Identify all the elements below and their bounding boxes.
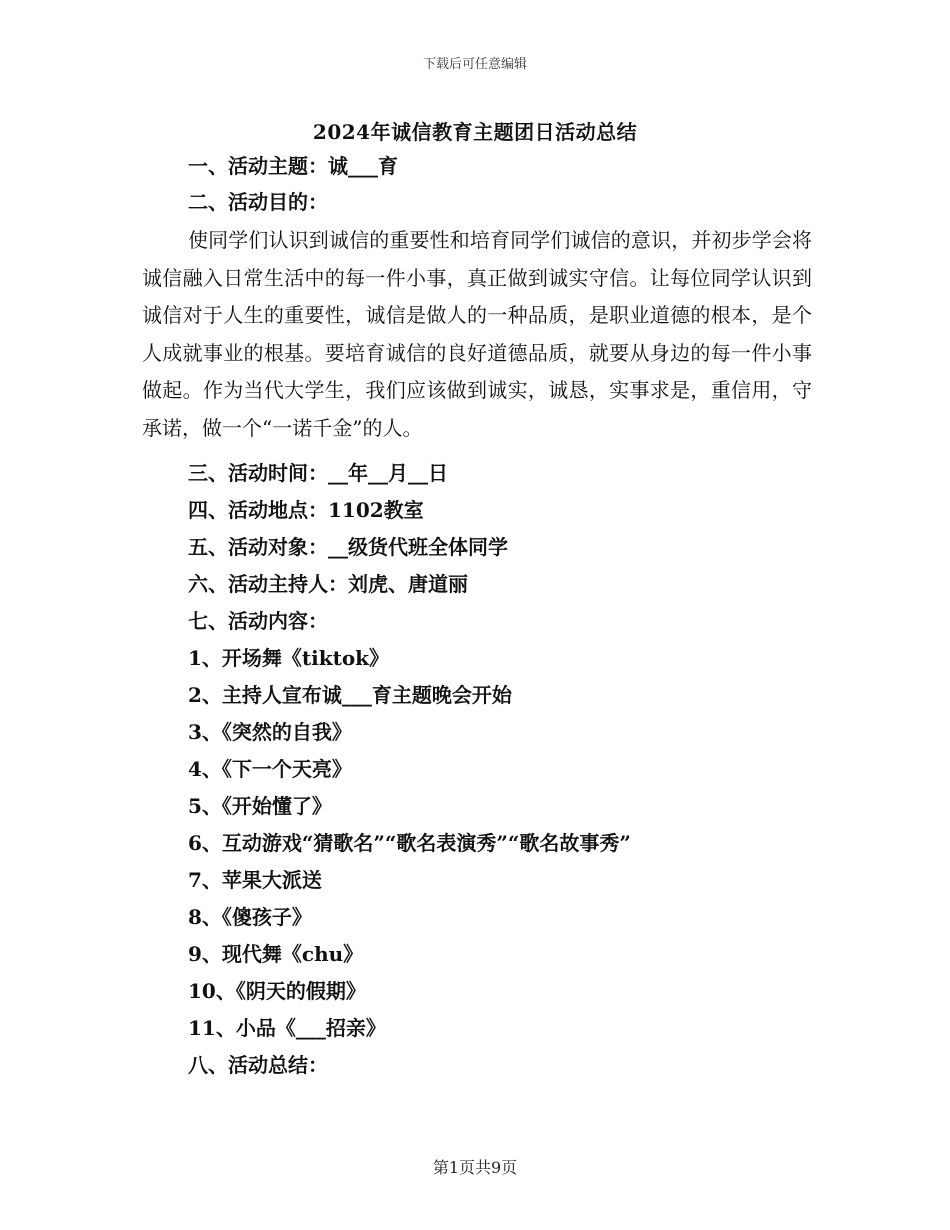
document-title: 2024年诚信教育主题团日活动总结	[312, 120, 638, 144]
page-footer: 第1页共9页	[432, 1158, 518, 1177]
section-summary-heading: 八、活动总结：	[188, 1053, 328, 1077]
content-item-3: 3、《突然的自我》	[188, 720, 352, 744]
content-item-1: 1、开场舞《tiktok》	[188, 646, 390, 670]
section-theme: 一、活动主题：诚___育	[188, 154, 398, 178]
content-item-4: 4、《下一个天亮》	[188, 757, 352, 781]
content-item-2: 2、主持人宣布诚___育主题晚会开始	[188, 683, 512, 707]
content-item-7: 7、苹果大派送	[188, 868, 322, 892]
section-location: 四、活动地点：1102教室	[188, 498, 424, 522]
section-content-heading: 七、活动内容：	[188, 609, 328, 633]
content-item-6: 6、互动游戏“猜歌名”“歌名表演秀”“歌名故事秀”	[188, 831, 631, 855]
section-hosts: 六、活动主持人：刘虎、唐道丽	[188, 572, 468, 596]
content-item-8: 8、《傻孩子》	[188, 905, 312, 929]
content-item-9: 9、现代舞《chu》	[188, 942, 364, 966]
section-audience: 五、活动对象：__级货代班全体同学	[188, 535, 508, 559]
header-note: 下载后可任意编辑	[422, 57, 527, 72]
content-item-10: 10、《阴天的假期》	[188, 979, 366, 1003]
section-purpose-heading: 二、活动目的：	[188, 190, 328, 214]
document-body	[142, 148, 812, 1084]
content-item-11: 11、小品《___招亲》	[188, 1016, 386, 1040]
content-item-5: 5、《开始懂了》	[188, 794, 332, 818]
section-purpose-text: 使同学们认识到诚信的重要性和培育同学们诚信的意识，并初步学会将诚信融入日常生活中的每一件小事，真正做到诚实守信。让每位同学认识到诚信对于人生的重要性，诚信是做人的一种品质，是职业道德的根本，是个人成就事业的根基。要培育诚信的良好道德品质，就要从身边的每一件小事做起。作为当代大学生，我们应该做到诚实，诚恳，实事求是，重信用，守承诺，做一个“一诺千金”的人。	[142, 228, 812, 440]
section-time: 三、活动时间：__年__月__日	[188, 461, 448, 485]
